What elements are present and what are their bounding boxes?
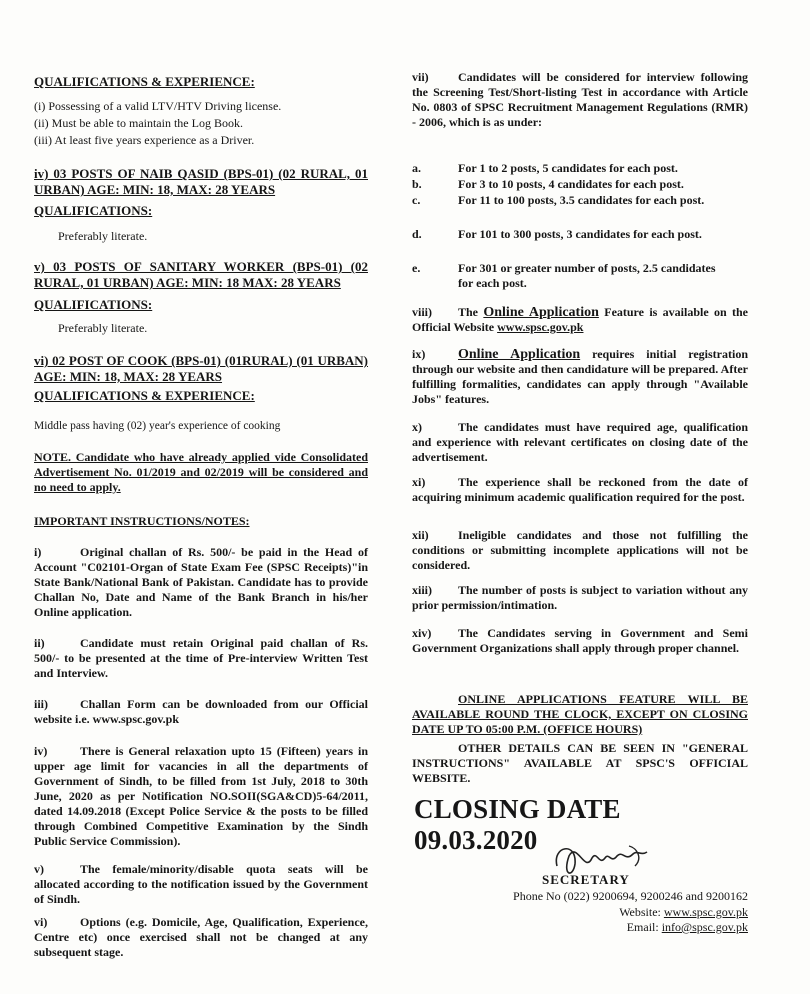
ratio-text: For 11 to 100 posts, 3.5 candidates for each post. bbox=[458, 193, 705, 207]
list-item: (iii) At least five years experience as a Driver. bbox=[34, 133, 255, 147]
instructions-heading: IMPORTANT INSTRUCTIONS/NOTES: bbox=[34, 514, 250, 528]
email-line bbox=[454, 920, 748, 935]
website-label: Website: bbox=[619, 905, 661, 919]
secretary-title: SECRETARY bbox=[542, 872, 630, 887]
post-sanitary-worker-title: v) 03 POSTS OF SANITARY WORKER (BPS-01) (02 RURAL, 01 URBAN) AGE: MIN: 18 MAX: 28 YEARS bbox=[34, 259, 368, 290]
instruction-number: xii) bbox=[412, 528, 429, 542]
ratio-label: a. bbox=[412, 161, 421, 175]
post-cook-title: vi) 02 POST OF COOK (BPS-01) (01RURAL) (01 URBAN) AGE: MIN: 18, MAX: 28 YEARS bbox=[34, 353, 368, 384]
instruction-item bbox=[34, 697, 368, 727]
instruction-item bbox=[412, 70, 748, 130]
instruction-number: ii) bbox=[34, 636, 45, 650]
instruction-number: iv) bbox=[34, 744, 48, 758]
ratio-row bbox=[412, 261, 748, 291]
instruction-item bbox=[412, 583, 748, 613]
ratio-text: For 3 to 10 posts, 4 candidates for each post. bbox=[458, 177, 684, 191]
instruction-text: The candidates must have required age, qualification and experience with relevant certificates on closing date of the advertisement. bbox=[412, 420, 748, 464]
instruction-text: Original challan of Rs. 500/- be paid in the Head of Account "C02101-Organ of State Exam Fee (SPSC Receipts)"in State Bank/National Bank of Pakistan. Candidate has to provide Challan No, Date and Name of the Bank Branch in his/her Online application. bbox=[34, 545, 368, 619]
instruction-item bbox=[412, 528, 748, 573]
note: NOTE. Candidate who have already applied vide Consolidated Advertisement No. 01/2019 and 02/2019 will be considered and no need to apply. bbox=[34, 450, 368, 494]
post-naib-qasid-title: iv) 03 POSTS OF NAIB QASID (BPS-01) (02 RURAL, 01 URBAN) AGE: MIN: 18, MAX: 28 YEARS bbox=[34, 166, 368, 197]
ratio-label: d. bbox=[412, 227, 422, 241]
instruction-item bbox=[412, 626, 748, 656]
post-sanitary-worker-qual-heading: QUALIFICATIONS: bbox=[34, 297, 153, 312]
instruction-item bbox=[412, 305, 748, 335]
instruction-text: The Candidates serving in Government and Semi Government Organizations shall apply through proper channel. bbox=[412, 626, 748, 655]
instruction-item bbox=[412, 420, 748, 465]
instruction-number: vii) bbox=[412, 70, 429, 84]
instruction-item bbox=[412, 475, 748, 505]
instruction-item bbox=[34, 545, 368, 620]
website-link[interactable]: www.spsc.gov.pk bbox=[663, 905, 748, 919]
ratio-text: For 1 to 2 posts, 5 candidates for each post. bbox=[458, 161, 678, 175]
instruction-number: xiii) bbox=[412, 583, 432, 597]
instruction-text: Challan Form can be downloaded from our Official website i.e. www.spsc.gov.pk bbox=[34, 697, 368, 726]
online-notice: ONLINE APPLICATIONS FEATURE WILL BE AVAILABLE ROUND THE CLOCK, EXCEPT ON CLOSING DATE UP TO 05:00 P.M. (OFFICE HOURS) bbox=[412, 692, 748, 736]
website-link[interactable]: www.spsc.gov.pk bbox=[497, 320, 584, 334]
online-application-link[interactable]: Online Application bbox=[483, 305, 599, 320]
post-naib-qasid-qual-heading: QUALIFICATIONS: bbox=[34, 203, 153, 218]
list-item: (ii) Must be able to maintain the Log Book. bbox=[34, 116, 243, 130]
instruction-number: xiv) bbox=[412, 626, 432, 640]
instruction-text: There is General relaxation upto 15 (Fifteen) years in upper age limit for vacancies in all the departments of Government of Sindh, to be filled from 1st July, 2018 to 30th June, 2020 as per Notification NO.SOII(SGA&CD)5-64/2011, dated 14.09.2018 (Except Police Service & the posts to be filled through Combined Competitive Examination by the Sindh Public Service Commission). bbox=[34, 744, 368, 848]
instruction-text: Feature is available on the Official Website bbox=[412, 305, 749, 334]
instruction-number: vi) bbox=[34, 915, 48, 929]
phone-number: Phone No (022) 9200694, 9200246 and 9200162 bbox=[513, 889, 748, 903]
email-label: Email: bbox=[626, 920, 659, 934]
instruction-number: x) bbox=[412, 420, 422, 434]
instruction-number: xi) bbox=[412, 475, 426, 489]
instruction-text: Candidates will be considered for interview following the Screening Test/Short-listing Test in accordance with Article No. 0803 of SPSC Recruitment Management Regulations (RMR) - 2006, which is as under: bbox=[412, 70, 748, 129]
instruction-number: v) bbox=[34, 862, 44, 876]
instruction-number: iii) bbox=[34, 697, 48, 711]
ratio-row bbox=[412, 193, 748, 208]
instruction-text: Candidate must retain Original paid challan of Rs. 500/- to be presented at the time of Pre-interview Written Test and Interview. bbox=[34, 636, 368, 680]
instruction-number: i) bbox=[34, 545, 42, 559]
website-line bbox=[454, 905, 748, 920]
instruction-item bbox=[34, 862, 368, 907]
post-sanitary-worker-qual: Preferably literate. bbox=[58, 321, 148, 335]
instruction-text: Ineligible candidates and those not fulfilling the conditions or submitting incomplete applications will not be considered. bbox=[412, 528, 748, 572]
closing-date: CLOSING DATE 09.03.2020 bbox=[414, 794, 621, 855]
instruction-item bbox=[34, 744, 368, 849]
online-application-link[interactable]: Online Application bbox=[458, 347, 581, 362]
post-naib-qasid-qual: Preferably literate. bbox=[58, 229, 148, 243]
instruction-number: ix) bbox=[412, 347, 426, 361]
list-item: (i) Possessing of a valid LTV/HTV Driving license. bbox=[34, 99, 282, 113]
ratio-label: c. bbox=[412, 193, 421, 207]
ratio-text: For 101 to 300 posts, 3 candidates for each post. bbox=[458, 227, 702, 241]
qualification-list bbox=[34, 99, 368, 148]
instruction-text: The female/minority/disable quota seats will be allocated according to the notification issued by the Government of Sindh. bbox=[34, 862, 368, 906]
email-link[interactable]: info@spsc.gov.pk bbox=[661, 920, 748, 934]
instruction-text: The bbox=[458, 305, 479, 319]
instruction-text: requires initial registration through our website and then candidature will be prepared. After fulfilling formalities, candidates can apply through "Available Jobs" features. bbox=[412, 347, 749, 406]
post-cook-qual-heading: QUALIFICATIONS & EXPERIENCE: bbox=[34, 388, 255, 403]
instruction-item bbox=[34, 636, 368, 681]
ratio-label: e. bbox=[412, 261, 421, 275]
instruction-text: The experience shall be reckoned from the date of acquiring minimum academic qualification required for the post. bbox=[412, 475, 748, 504]
instruction-item bbox=[412, 347, 748, 407]
ratio-row bbox=[412, 161, 748, 176]
ratio-label: b. bbox=[412, 177, 422, 191]
instruction-text: Options (e.g. Domicile, Age, Qualification, Experience, Centre etc) once exercised shall not be changed at any subsequent stage. bbox=[34, 915, 368, 959]
ratio-row bbox=[412, 177, 748, 192]
instruction-number: viii) bbox=[412, 305, 432, 319]
instruction-text: The number of posts is subject to variation without any prior permission/intimation. bbox=[412, 583, 748, 612]
ratio-text: For 301 or greater number of posts, 2.5 candidates for each post. bbox=[458, 261, 716, 290]
qualifications-heading: QUALIFICATIONS & EXPERIENCE: bbox=[34, 74, 255, 89]
post-cook-qual: Middle pass having (02) year's experience of cooking bbox=[34, 420, 281, 432]
other-details: OTHER DETAILS CAN BE SEEN IN "GENERAL INSTRUCTIONS" AVAILABLE AT SPSC'S OFFICIAL WEBSITE. bbox=[412, 741, 748, 785]
ratio-row bbox=[412, 227, 748, 242]
instruction-item bbox=[34, 915, 368, 960]
